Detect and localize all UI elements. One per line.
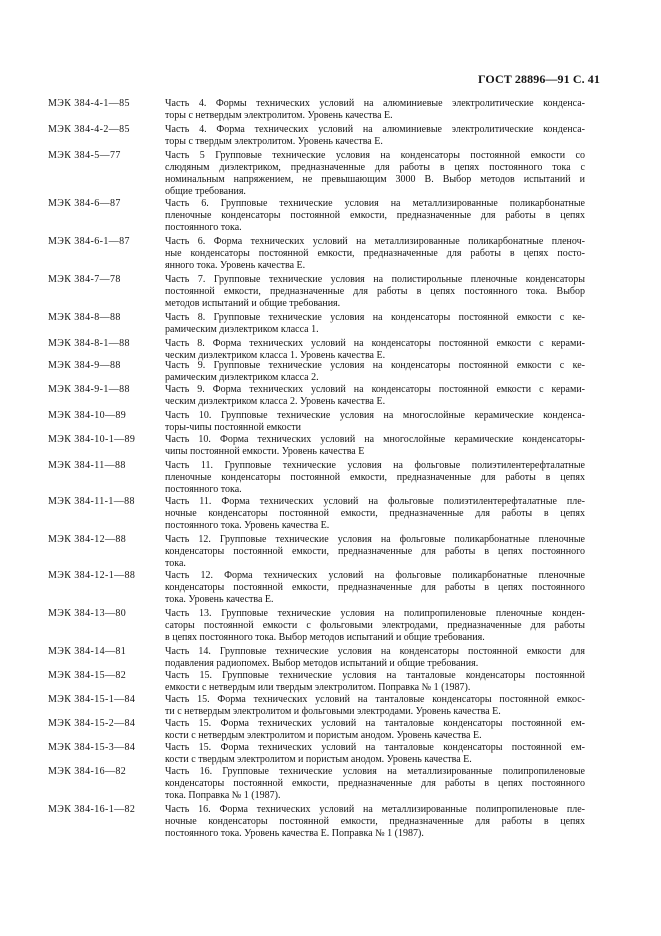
description-line: Часть 16. Форма технических условий на металлизированные полипропиленовые пле- <box>165 804 585 815</box>
description-line: торы с нетвердым электролитом. Уровень качества Е. <box>165 110 393 121</box>
standard-description <box>165 534 585 570</box>
description-line: Часть 12. Групповые технические условия на фольговые поликарбонатные пленочные <box>165 534 585 545</box>
standard-description <box>165 98 585 122</box>
description-line: ные конденсаторы постоянной емкости, предназначенные для работы в цепях посто- <box>165 248 585 259</box>
standard-code: МЭК 384-4-2—85 <box>48 124 130 135</box>
standard-code: МЭК 384-16-1—82 <box>48 804 136 815</box>
description-line: Часть 10. Групповые технические условия на многослойные керамические конденса- <box>165 410 585 421</box>
standard-code: МЭК 384-9-1—88 <box>48 384 130 395</box>
standard-description <box>165 694 585 718</box>
standard-description <box>165 312 585 336</box>
standard-code: МЭК 384-13—80 <box>48 608 127 619</box>
description-line: Часть 6. Форма технических условий на металлизированные поликарбонатные пленоч- <box>165 236 585 247</box>
description-line: тока. Поправка № 1 (1987). <box>165 790 281 801</box>
description-line: Часть 13. Групповые технические условия на полипропиленовые пленочные конден- <box>165 608 585 619</box>
description-line: ночные конденсаторы постоянной емкости, предназначенные для работы в цепях <box>165 508 585 519</box>
description-line: конденсаторы постоянной емкости, предназначенные для работы в цепях постоянного <box>165 778 585 789</box>
description-line: ночные конденсаторы постоянной емкости, предназначенные для работы в цепях <box>165 816 585 827</box>
standard-code: МЭК 384-15-2—84 <box>48 718 136 729</box>
standard-description <box>165 150 585 198</box>
standard-code: МЭК 384-11—88 <box>48 460 126 471</box>
standard-code: МЭК 384-15—82 <box>48 670 127 681</box>
description-line: Часть 8. Форма технических условий на конденсаторы постоянной емкости с керами- <box>165 338 585 349</box>
standard-code: МЭК 384-12-1—88 <box>48 570 136 581</box>
description-line: тока. Уровень качества Е. <box>165 594 274 605</box>
description-line: торы с твердым электролитом. Уровень качества Е. <box>165 136 383 147</box>
standard-description <box>165 670 585 694</box>
standard-description <box>165 646 585 670</box>
description-line: постоянного тока. Уровень качества Е. <box>165 520 330 531</box>
description-line: Часть 9. Групповые технические условия на конденсаторы постоянной емкости с ке- <box>165 360 585 371</box>
standard-code: МЭК 384-4-1—85 <box>48 98 130 109</box>
description-line: кости с твердым электролитом и пористым анодом. Уровень качества Е. <box>165 754 472 765</box>
description-line: тока. <box>165 558 186 569</box>
standard-description <box>165 360 585 384</box>
description-line: ти с нетвердым электролитом и фольговыми электродами. Уровень качества Е. <box>165 706 501 717</box>
standard-description <box>165 608 585 644</box>
description-line: постоянного тока. <box>165 484 242 495</box>
description-line: Часть 16. Групповые технические условия на металлизированные полипропиленовые <box>165 766 585 777</box>
description-line: Часть 15. Форма технических условий на танталовые конденсаторы постоянной ем- <box>165 718 585 729</box>
standard-description <box>165 804 585 840</box>
description-line: рамическим диэлектриком класса 1. <box>165 324 319 335</box>
standard-code: МЭК 384-14—81 <box>48 646 127 657</box>
standard-code: МЭК 384-11-1—88 <box>48 496 135 507</box>
description-line: торы-чипы постоянной емкости <box>165 422 302 433</box>
description-line: пленочные конденсаторы постоянной емкости, предназначенные для работы в цепях <box>165 210 585 221</box>
standard-code: МЭК 384-10-1—89 <box>48 434 136 445</box>
standard-description <box>165 766 585 802</box>
description-line: Часть 10. Форма технических условий на многослойные керамические конденсаторы- <box>165 434 585 445</box>
description-line: Часть 6. Групповые технические условия на металлизированные поликарбонатные <box>165 198 585 209</box>
standard-description <box>165 434 585 458</box>
description-line: рамическим диэлектриком класса 2. <box>165 372 319 383</box>
description-line: конденсаторы постоянной емкости, предназначенные для работы в цепях постоянного <box>165 546 585 557</box>
standard-code: МЭК 384-8-1—88 <box>48 338 130 349</box>
description-line: Часть 7. Групповые технические условия на полистирольные пленочные конденсаторы <box>165 274 585 285</box>
standard-description <box>165 570 585 606</box>
standard-description <box>165 742 585 766</box>
standard-code: МЭК 384-9—88 <box>48 360 121 371</box>
description-line: пленочные конденсаторы постоянной емкости, предназначенные для работы в цепях <box>165 472 585 483</box>
standard-code: МЭК 384-7—78 <box>48 274 121 285</box>
standard-description <box>165 384 585 408</box>
standard-code: МЭК 384-6-1—87 <box>48 236 130 247</box>
standard-code: МЭК 384-15-1—84 <box>48 694 136 705</box>
standard-description <box>165 274 585 310</box>
description-line: Часть 14. Групповые технические условия на конденсаторы постоянной емкости для <box>165 646 585 657</box>
description-line: общие требования. <box>165 186 246 197</box>
description-line: Часть 15. Групповые технические условия на танталовые конденсаторы постоянной <box>165 670 585 681</box>
description-line: Часть 4. Формы технических условий на алюминиевые электролитические конденса- <box>165 98 585 109</box>
description-line: ческим диэлектриком класса 1. Уровень качества Е. <box>165 350 386 361</box>
description-line: саторы постоянной емкости с фольговыми электродами, предназначенные для работы <box>165 620 585 631</box>
description-line: в цепях постоянного тока. Выбор методов испытаний и общие требования. <box>165 632 485 643</box>
page-header: ГОСТ 28896—91 С. 41 <box>477 72 600 86</box>
description-line: Часть 4. Форма технических условий на алюминиевые электролитические конденса- <box>165 124 585 135</box>
description-line: Часть 15. Форма технических условий на танталовые конденсаторы постоянной ем- <box>165 742 585 753</box>
standard-code: МЭК 384-8—88 <box>48 312 121 323</box>
standard-code: МЭК 384-16—82 <box>48 766 127 777</box>
standard-description <box>165 198 585 234</box>
description-line: янного тока. Уровень качества Е. <box>165 260 306 271</box>
description-line: Часть 8. Групповые технические условия на конденсаторы постоянной емкости с ке- <box>165 312 585 323</box>
description-line: слюдяным диэлектриком, предназначенные для работы в цепях постоянного тока с <box>165 162 585 173</box>
description-line: методов испытаний и общие требования. <box>165 298 341 309</box>
description-line: конденсаторы постоянной емкости, предназначенные для работы в цепях постоянного <box>165 582 585 593</box>
standard-description <box>165 124 585 148</box>
standard-description <box>165 718 585 742</box>
description-line: постоянного тока. <box>165 222 242 233</box>
standard-description <box>165 338 585 362</box>
description-line: постоянного тока. Уровень качества Е. Поправка № 1 (1987). <box>165 828 424 839</box>
standard-description <box>165 496 585 532</box>
description-line: постоянной емкости, предназначенные для работы в цепях постоянного тока. Выбор <box>165 286 585 297</box>
standard-code: МЭК 384-12—88 <box>48 534 127 545</box>
description-line: кости с нетвердым электролитом и пористым анодом. Уровень качества Е. <box>165 730 482 741</box>
standard-code: МЭК 384-5—77 <box>48 150 121 161</box>
description-line: номинальным напряжением, не превышающим 3000 В. Выбор методов испытаний и <box>165 174 585 185</box>
standard-description <box>165 460 585 496</box>
description-line: Часть 12. Форма технических условий на фольговые поликарбонатные пленочные <box>165 570 585 581</box>
standard-description <box>165 410 585 434</box>
description-line: Часть 11. Форма технических условий на фольговые полиэтилентерефталатные пле- <box>165 496 585 507</box>
description-line: подавления радиопомех. Выбор методов испытаний и общие требования. <box>165 658 479 669</box>
standard-code: МЭК 384-6—87 <box>48 198 121 209</box>
description-line: емкости с нетвердым или твердым электролитом. Поправка № 1 (1987). <box>165 682 471 693</box>
description-line: чипы постоянной емкости. Уровень качества Е <box>165 446 365 457</box>
description-line: Часть 9. Форма технических условий на конденсаторы постоянной емкости с керами- <box>165 384 585 395</box>
standard-code: МЭК 384-10—89 <box>48 410 127 421</box>
standard-description <box>165 236 585 272</box>
description-line: Часть 5 Групповые технические условия на конденсаторы постоянной емкости со <box>165 150 585 161</box>
description-line: ческим диэлектриком класса 2. Уровень качества Е. <box>165 396 386 407</box>
description-line: Часть 11. Групповые технические условия на фольговые полиэтилентерефталатные <box>165 460 585 471</box>
description-line: Часть 15. Форма технических условий на танталовые конденсаторы постоянной емкос- <box>165 694 585 705</box>
standard-code: МЭК 384-15-3—84 <box>48 742 136 753</box>
